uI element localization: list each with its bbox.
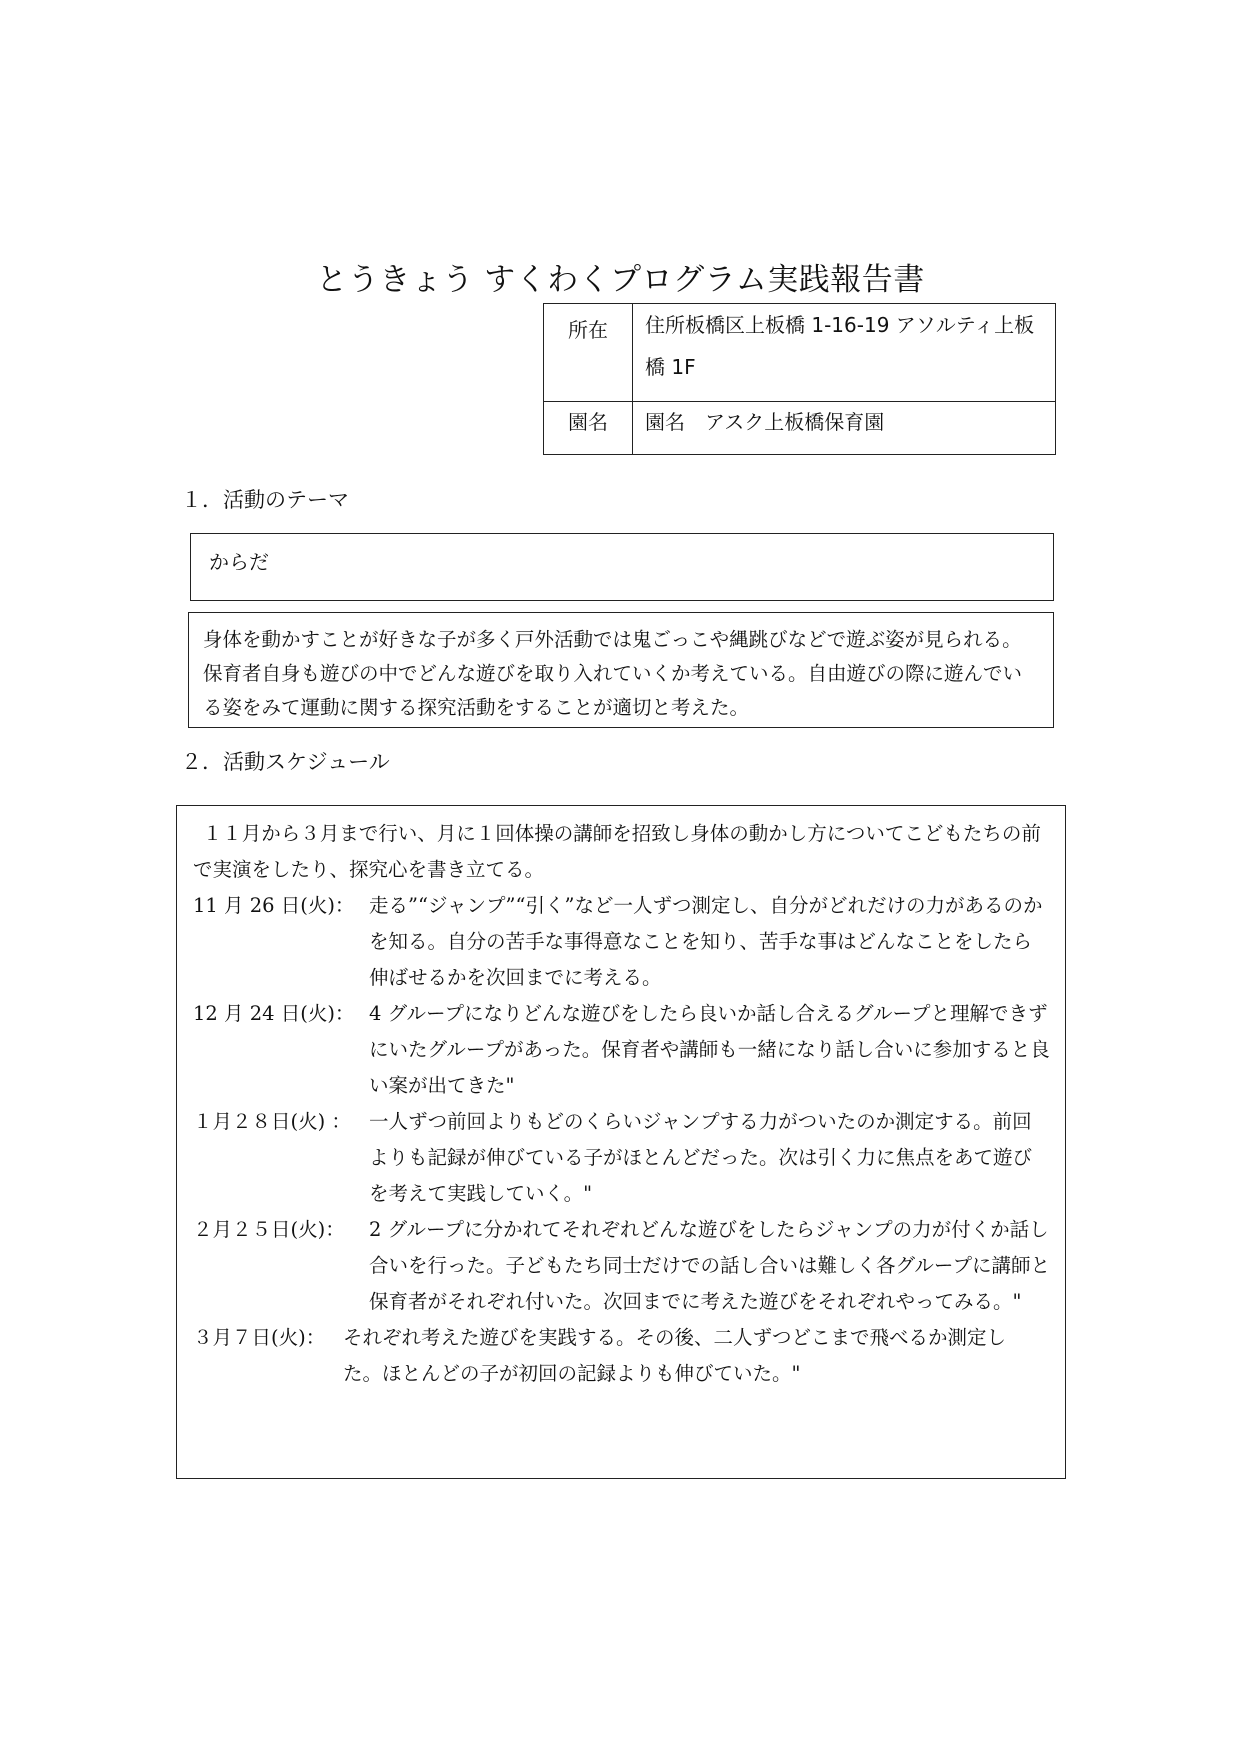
- schedule-entry: [193, 1104, 1051, 1212]
- schedule-date: ２月２５日(火)：: [193, 1218, 345, 1241]
- schedule-entry: [193, 996, 1051, 1104]
- theme-box: [190, 533, 1054, 601]
- schedule-box: [176, 805, 1066, 1479]
- schedule-text: 2 グループに分かれてそれぞれどんな遊びをしたらジャンプの力が付くか話し合いを行った。子どもたち同士だけでの話し合いは難しく各グループに講師と保育者がそれぞれ付いた。次回までに考えた遊びをそれぞれやってみる。": [369, 1218, 1050, 1313]
- schedule-text: 走る”“ジャンプ”“引く”など一人ずつ測定し、自分がどれだけの力があるのかを知る。自分の苦手な事得意なことを知り、苦手な事はどんなことをしたら伸ばせるかを次回までに考える。: [369, 894, 1043, 989]
- schedule-entry: [193, 1212, 1051, 1320]
- schedule-date: 12 月 24 日(火)：: [193, 1002, 355, 1025]
- location-value: 住所板橋区上板橋 1-16-19 アソルティ上板橋 1F: [633, 304, 1056, 402]
- schedule-text: 4 グループになりどんな遊びをしたら良いか話し合えるグループと理解できずにいたグループがあった。保育者や講師も一緒になり話し合いに参加すると良い案が出てきた": [369, 1002, 1050, 1097]
- reason-box: [188, 612, 1054, 728]
- schedule-entry: [193, 1320, 1051, 1392]
- schedule-entry: [193, 888, 1051, 996]
- schedule-date: 11 月 26 日(火)：: [193, 894, 355, 917]
- schedule-date: １月２８日(火) ：: [193, 1110, 351, 1133]
- page-title: とうきょう すくわくプログラム実践報告書: [316, 262, 925, 298]
- location-label: 所在: [544, 304, 633, 402]
- schedule-date: ３月７日(火)：: [193, 1326, 326, 1349]
- schedule-text: それぞれ考えた遊びを実践する。その後、二人ずつどこまで飛べるか測定した。ほとんどの子が初回の記録よりも伸びていた。": [343, 1326, 1007, 1385]
- name-label: 園名: [544, 402, 633, 455]
- schedule-text: 一人ずつ前回よりもどのくらいジャンプする力がついたのか測定する。前回よりも記録が伸びている子がほとんどだった。次は引く力に焦点をあて遊びを考えて実践していく。": [369, 1110, 1033, 1205]
- section2-heading: ２．活動スケジュール: [181, 750, 390, 774]
- section1-heading: １．活動のテーマ: [181, 488, 349, 512]
- theme-text: からだ: [209, 550, 269, 574]
- info-table: [543, 303, 1056, 455]
- info-row-location: [544, 304, 1056, 402]
- name-value: 園名 アスク上板橋保育園: [633, 402, 1056, 455]
- info-row-name: [544, 402, 1056, 455]
- reason-text: 身体を動かすことが好きな子が多く戸外活動では鬼ごっこや縄跳びなどで遊ぶ姿が見られる。保育者自身も遊びの中でどんな遊びを取り入れていくか考えている。自由遊びの際に遊んでいる姿をみて運動に関する探究活動をすることが適切と考えた。: [203, 628, 1023, 719]
- schedule-intro: １１月から３月まで行い、月に１回体操の講師を招致し身体の動かし方についてこどもたちの前で実演をしたり、探究心を書き立てる。: [193, 822, 1041, 881]
